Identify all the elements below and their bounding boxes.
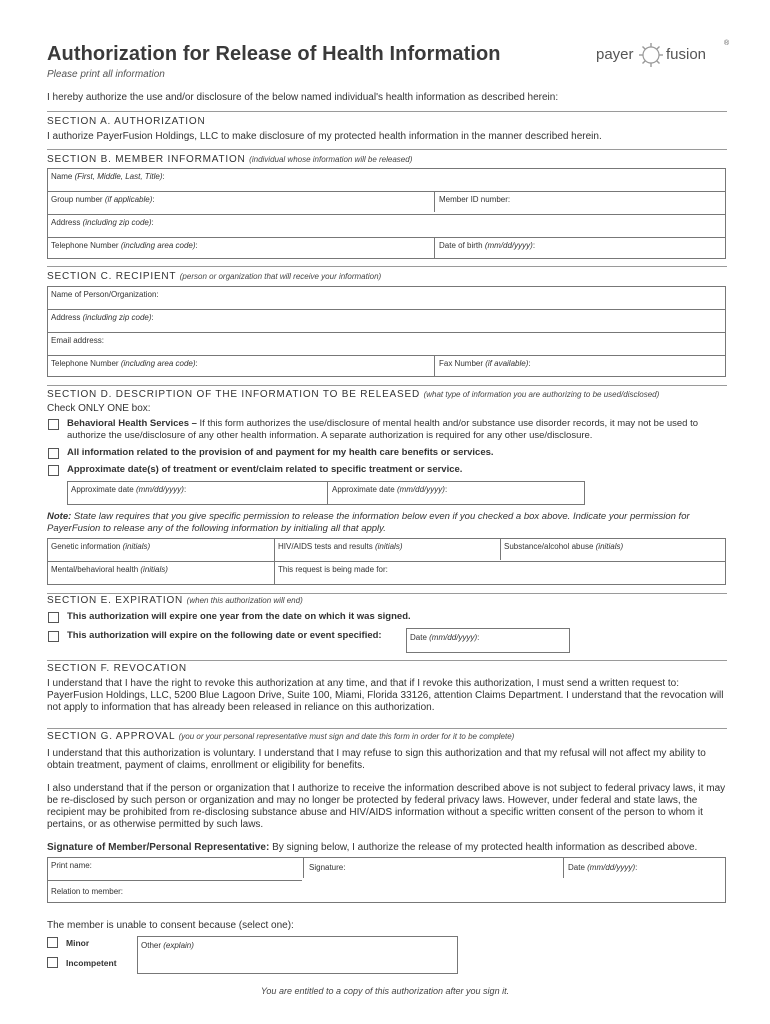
- field-label: Approximate date: [332, 485, 397, 494]
- approval-paragraph-1: I understand that this authorization is voluntary. I understand that I may refuse to sign this authorization and that my refusal will not affect my ability to obtain treatment, payment of claims, enrollment or eligibility for benefits.: [47, 748, 706, 771]
- member-info-table: [47, 168, 726, 259]
- field-label: Genetic information: [51, 542, 123, 551]
- approximate-date-field-2[interactable]: [329, 482, 449, 494]
- expire-one-year-checkbox[interactable]: [48, 612, 59, 623]
- footer-note: You are entitled to a copy of this authorization after you sign it.: [260, 986, 510, 996]
- approximate-dates-checkbox[interactable]: [48, 465, 59, 476]
- field-hint: (including zip code): [82, 218, 152, 227]
- section-c-title: [47, 271, 381, 282]
- colon: :: [477, 633, 480, 642]
- divider: [47, 111, 727, 112]
- field-label: Other: [141, 941, 164, 950]
- logo-registered-mark: ®: [724, 40, 730, 47]
- section-b-note: (individual whose information will be released): [249, 155, 413, 164]
- state-law-note: [47, 511, 727, 535]
- hiv-aids-initials-field[interactable]: [275, 539, 405, 551]
- member-phone-field[interactable]: [48, 238, 200, 250]
- behavioral-health-option: [67, 418, 727, 442]
- field-label: Approximate date: [71, 485, 136, 494]
- field-label: Telephone Number: [51, 359, 121, 368]
- section-g-title-text: SECTION G. APPROVAL: [47, 731, 176, 742]
- field-hint: (initials): [374, 542, 403, 551]
- field-label: Name: [51, 172, 75, 181]
- field-label: Date: [410, 633, 430, 642]
- divider: [47, 593, 727, 594]
- field-label: Mental/behavioral health: [51, 565, 141, 574]
- recipient-name-field[interactable]: Name of Person/Organization:: [51, 290, 159, 299]
- recipient-email-field[interactable]: Email address:: [51, 336, 104, 345]
- field-hint: (if available): [485, 359, 529, 368]
- relation-to-member-field[interactable]: Relation to member:: [51, 887, 124, 896]
- minor-checkbox[interactable]: [47, 937, 58, 948]
- approximate-date-field-1[interactable]: [68, 482, 188, 494]
- expire-one-year-option: This authorization will expire one year from the date on which it was signed.: [67, 611, 411, 622]
- recipient-phone-field[interactable]: [48, 356, 200, 368]
- signature-statement-text: By signing below, I authorize the release of my protected health information as described above.: [269, 842, 698, 853]
- request-purpose-field[interactable]: This request is being made for:: [278, 565, 388, 574]
- section-g-title: [47, 731, 514, 742]
- signature-date-field[interactable]: [565, 860, 639, 872]
- member-address-field[interactable]: [48, 215, 156, 227]
- incompetent-checkbox[interactable]: [47, 957, 58, 968]
- colon: :: [151, 218, 154, 227]
- divider: [47, 728, 727, 729]
- colon: :: [635, 863, 638, 872]
- member-name-field[interactable]: [48, 169, 167, 181]
- field-label: Address: [51, 218, 83, 227]
- field-hint: (initials): [595, 542, 624, 551]
- colon: :: [152, 195, 155, 204]
- approval-paragraph-2: I also understand that if the person or organization that I authorize to receive the information described above is not subject to federal privacy laws, it may be re-disclosed by such person or organization and may no longer be protected by federal privacy laws. However, under federal and state laws, the recipient may be prohibited from re-disclosing substance abuse and HIV/AIDS information without a specific written consent of the person to whom it pertains, or as otherwise permitted by such laws.: [47, 783, 726, 830]
- section-b-title: [47, 154, 412, 165]
- colon: :: [195, 241, 198, 250]
- behavioral-health-checkbox[interactable]: [48, 419, 59, 430]
- field-hint: (mm/dd/yyyy): [135, 485, 184, 494]
- recipient-table: [47, 286, 726, 377]
- all-information-option: All information related to the provision of and payment for my health care benefits or services.: [67, 447, 494, 458]
- field-hint: (initials): [140, 565, 168, 574]
- recipient-address-field[interactable]: [48, 310, 156, 322]
- field-hint: (initials): [122, 542, 151, 551]
- note-label: Note:: [47, 511, 72, 522]
- section-e-note: (when this authorization will end): [186, 596, 303, 605]
- field-hint: (mm/dd/yyyy): [587, 863, 636, 872]
- colon: :: [528, 359, 531, 368]
- field-hint: (including area code): [120, 359, 196, 368]
- section-b-title-text: SECTION B. MEMBER INFORMATION: [47, 154, 246, 165]
- field-label: HIV/AIDS tests and results: [278, 542, 375, 551]
- section-c-note: (person or organization that will receive your information): [179, 272, 382, 281]
- section-f-title: SECTION F. REVOCATION: [47, 663, 187, 674]
- colon: :: [195, 359, 198, 368]
- divider: [47, 660, 727, 661]
- section-d-note: (what type of information you are authorizing to be used/disclosed): [423, 390, 660, 399]
- field-hint: (including area code): [120, 241, 196, 250]
- approximate-dates-option: Approximate date(s) of treatment or event/claim related to specific treatment or service.: [67, 464, 463, 475]
- field-hint: (First, Middle, Last, Title): [74, 172, 163, 181]
- field-label: Group number: [51, 195, 105, 204]
- divider: [47, 149, 727, 150]
- colon: :: [162, 172, 165, 181]
- mental-health-initials-field[interactable]: [48, 562, 170, 574]
- signature-table: [47, 857, 726, 903]
- field-hint: (mm/dd/yyyy): [429, 633, 478, 642]
- logo-text-right: fusion: [666, 46, 707, 63]
- section-a-text: I authorize PayerFusion Holdings, LLC to make disclosure of my protected health information in the manner described herein.: [47, 131, 602, 142]
- field-label: Date: [568, 863, 588, 872]
- other-explain-field[interactable]: [137, 936, 458, 974]
- section-d-title: [47, 389, 659, 400]
- specific-permission-table: [47, 538, 726, 585]
- minor-label: Minor: [66, 938, 90, 948]
- field-label: Telephone Number: [51, 241, 121, 250]
- page-title: Authorization for Release of Health Information: [47, 43, 501, 65]
- colon: :: [532, 241, 536, 250]
- approximate-dates-table: [67, 481, 585, 505]
- field-label: Date of birth: [439, 241, 485, 250]
- all-information-checkbox[interactable]: [48, 448, 59, 459]
- divider: [47, 385, 727, 386]
- gear-logo-icon: [638, 42, 664, 68]
- expiration-date-label: [407, 630, 481, 642]
- other-explain-label: [138, 938, 196, 950]
- date-of-birth-field[interactable]: [436, 238, 537, 250]
- member-id-field[interactable]: Member ID number:: [439, 195, 511, 204]
- recipient-fax-field[interactable]: [436, 356, 533, 368]
- colon: :: [444, 485, 448, 494]
- divider: [47, 266, 727, 267]
- option-bold-label: Behavioral Health Services –: [67, 418, 197, 429]
- field-label: Address: [51, 313, 83, 322]
- group-number-field[interactable]: [48, 192, 157, 204]
- option-text: If this form authorizes the use/disclosure of mental health and/or substance use disorder records, it may not be used to authorize the use/disclosure of any other health information. A separate authorization is required for any other use/disclosure.: [67, 418, 699, 441]
- field-label: Fax Number: [439, 359, 486, 368]
- section-e-title: [47, 595, 303, 606]
- expire-specified-option: This authorization will expire on the following date or event specified:: [67, 630, 382, 641]
- payerfusion-logo: [596, 40, 731, 72]
- section-g-note: (you or your personal representative must sign and date this form in order for it to be complete): [178, 732, 515, 741]
- field-hint: (mm/dd/yyyy): [484, 241, 533, 250]
- field-label: Substance/alcohol abuse: [504, 542, 596, 551]
- section-f-text: I understand that I have the right to revoke this authorization at any time, and that if I revoke this authorization, I must send a written request to: PayerFusion Holdings, LLC, 5200 Blue Lagoon Drive, Suite 100, Miami, Florida 33126, attention Claims Department. I understand that the revocation will not apply to information that has already been released in reliance on this authorization.: [47, 678, 724, 713]
- field-hint: (including zip code): [82, 313, 152, 322]
- unable-to-consent-text: The member is unable to consent because (select one):: [47, 920, 294, 931]
- print-name-field[interactable]: Print name:: [51, 861, 92, 870]
- field-hint: (if applicable): [104, 195, 153, 204]
- page-subtitle: Please print all information: [47, 69, 165, 80]
- intro-text: I hereby authorize the use and/or disclosure of the below named individual's health information as described herein:: [47, 92, 559, 103]
- check-one-instruction: Check ONLY ONE box:: [47, 403, 151, 414]
- substance-abuse-initials-field[interactable]: [501, 539, 625, 551]
- field-hint: (explain): [163, 941, 194, 950]
- genetic-info-initials-field[interactable]: [48, 539, 152, 551]
- section-c-title-text: SECTION C. RECIPIENT: [47, 271, 177, 282]
- section-d-title-text: SECTION D. DESCRIPTION OF THE INFORMATION TO BE RELEASED: [47, 389, 420, 400]
- signature-field[interactable]: Signature:: [309, 863, 346, 872]
- note-text: State law requires that you give specific permission to release the information below even if you checked a box above. Indicate your permission for PayerFusion to release any of the following information by initialing all that apply.: [47, 511, 690, 534]
- colon: :: [151, 313, 154, 322]
- section-a-title: SECTION A. AUTHORIZATION: [47, 116, 206, 127]
- section-e-title-text: SECTION E. EXPIRATION: [47, 595, 184, 606]
- expiration-date-field[interactable]: [406, 628, 570, 653]
- field-hint: (mm/dd/yyyy): [396, 485, 445, 494]
- signature-statement-bold: Signature of Member/Personal Representative:: [47, 842, 270, 853]
- expire-specified-checkbox[interactable]: [48, 631, 59, 642]
- colon: :: [183, 485, 187, 494]
- signature-statement: [47, 842, 737, 854]
- logo-text-left: payer: [596, 46, 634, 63]
- incompetent-label: Incompetent: [66, 958, 117, 968]
